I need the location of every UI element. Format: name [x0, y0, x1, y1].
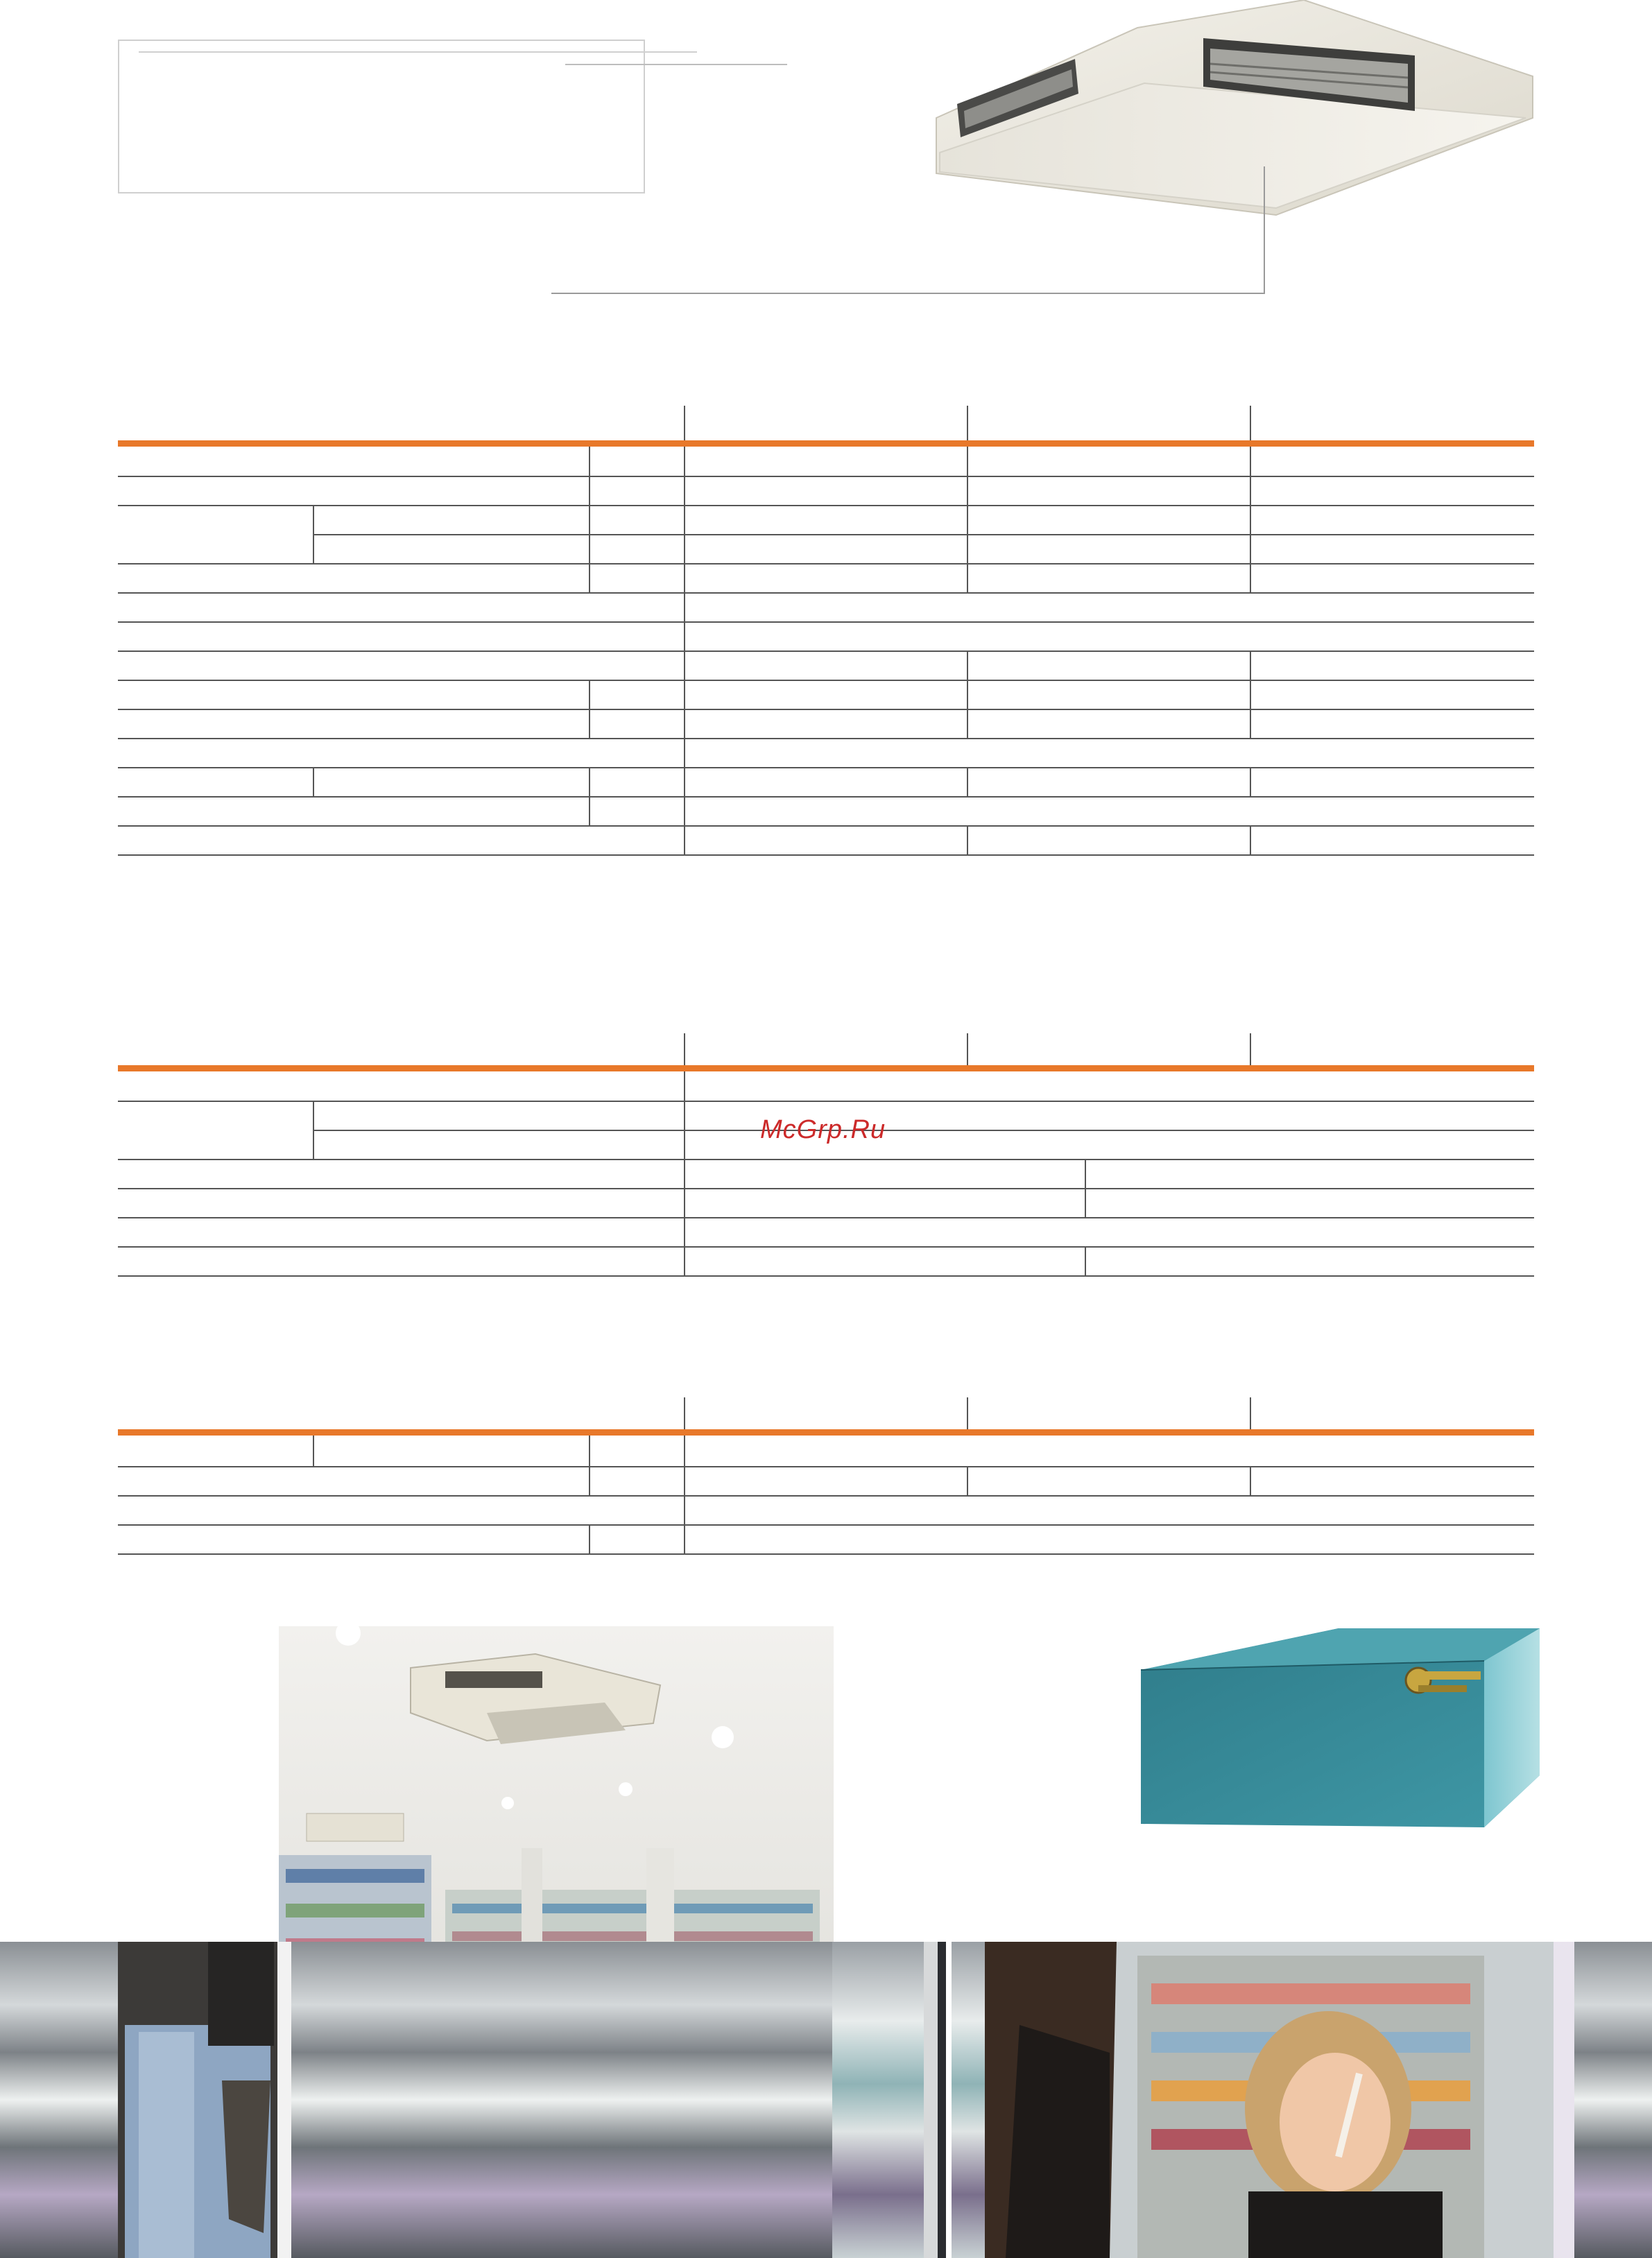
leader-line-horizontal [551, 293, 1265, 294]
duct-box-unit-icon [1137, 1623, 1540, 1831]
leader-line-vertical [1264, 166, 1265, 294]
table-3-header-bar [118, 1429, 1534, 1436]
watermark-text: McGrp.Ru [760, 1115, 886, 1144]
ceiling-unit-image [929, 0, 1540, 222]
spec-table-3 [118, 1397, 1534, 1564]
shopping-photo-strip [0, 1942, 1652, 2258]
table-2-header-bar [118, 1065, 1534, 1071]
ceiling-suspended-air-conditioner-icon [929, 0, 1540, 222]
header-frame [118, 40, 645, 193]
table-1-header-bar [118, 440, 1534, 447]
spec-table-1 [118, 406, 1534, 891]
spec-table-2 [118, 1033, 1534, 1311]
header-rule-short [565, 64, 787, 65]
header-rule [139, 51, 697, 53]
duct-unit-image [1137, 1623, 1540, 1831]
shopping-people-photo-strip [0, 1942, 1652, 2258]
